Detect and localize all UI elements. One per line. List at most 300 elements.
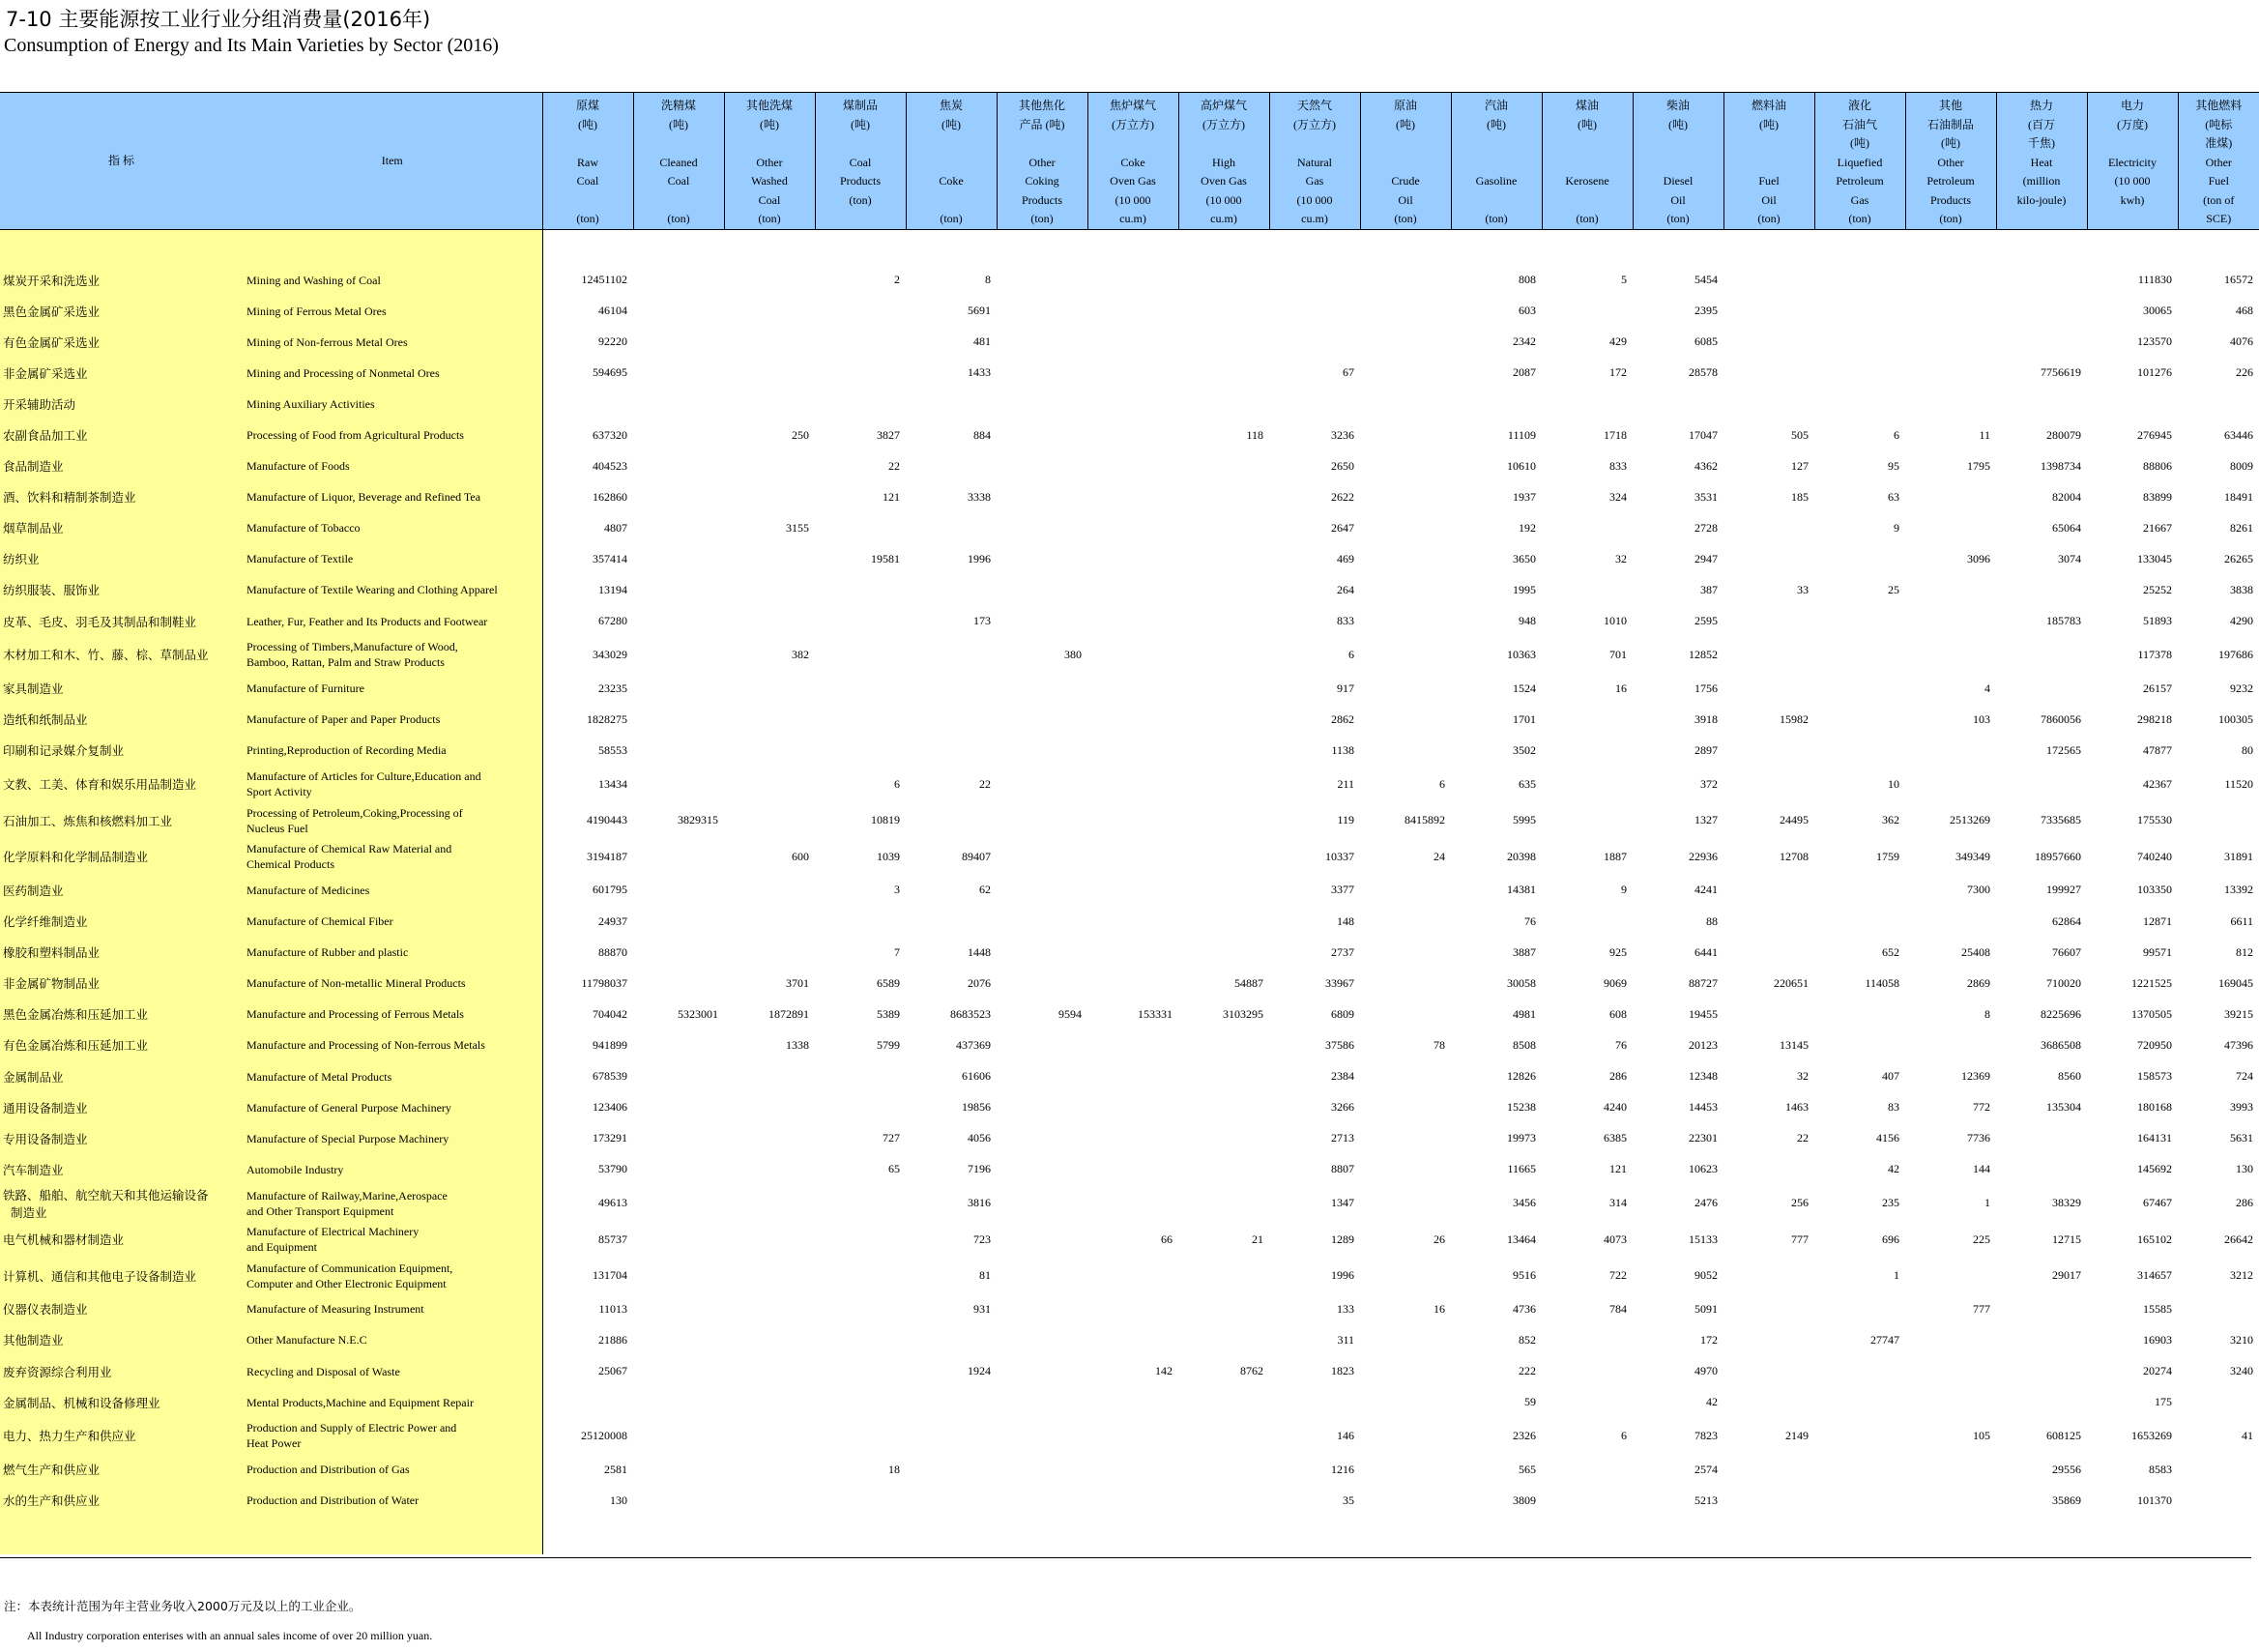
table-cell [1178,1185,1269,1222]
table-cell: 3212 [2230,1268,2253,1283]
table-cell: 25120008 [542,1418,633,1455]
table-cell: 7736 [1967,1131,1990,1145]
table-cell [724,875,815,906]
table-cell [1723,1324,1814,1355]
table-cell: 42367 [2143,776,2172,791]
table-cell: 175 [2155,1395,2172,1409]
row-label-en: Manufacture of General Purpose Machinery [243,1092,542,1123]
table-cell [997,481,1087,512]
table-cell [1996,389,2087,420]
table-row [0,1356,2259,1387]
table-cell: 67280 [542,606,633,637]
table-cell: 12708 [1780,849,1809,863]
table-row [0,838,2259,875]
table-cell: 220651 [1774,975,1809,990]
table-cell: 1398734 [2041,458,2081,473]
table-cell [1360,512,1451,543]
table-cell: 468 [2236,304,2253,318]
table-cell: 2647 [1331,520,1354,535]
table-cell [1451,389,1542,420]
table-row [0,637,2259,674]
table-cell: 404523 [542,450,633,481]
table-cell: 37586 [1325,1037,1354,1052]
table-cell: 2 [894,273,900,287]
row-label-cn: 非金属矿采选业 [0,358,243,389]
table-cell: 80 [2242,742,2253,757]
table-cell: 7335685 [2041,813,2081,827]
table-cell: 16 [1615,681,1627,695]
table-cell [906,389,997,420]
table-cell [1178,1293,1269,1324]
table-cell [1360,673,1451,704]
table-cell [997,802,1087,839]
table-cell: 833 [1337,614,1354,628]
table-cell: 4156 [1876,1131,1899,1145]
table-cell [1905,1258,1996,1294]
table-cell: 144 [1973,1162,1990,1176]
table-cell: 784 [1609,1301,1627,1316]
table-cell [906,1485,997,1516]
table-cell: 18 [888,1462,900,1476]
table-cell: 13392 [2224,883,2253,897]
table-cell [1723,766,1814,802]
table-cell: 10337 [1325,849,1354,863]
row-label-en: Recycling and Disposal of Waste [243,1356,542,1387]
row-label-cn: 开采辅助活动 [0,389,243,420]
table-cell: 25 [1888,582,1899,596]
table-cell [997,389,1087,420]
table-cell [1087,1418,1178,1455]
table-cell [815,1092,906,1123]
table-cell: 565 [1519,1462,1536,1476]
table-cell: 42 [1888,1162,1899,1176]
row-label-en: Processing of Timbers,Manufacture of Wood, Bamboo, Rattan, Palm and Straw Products [243,637,542,674]
table-cell [1905,358,1996,389]
column-header: 柴油 (吨) Diesel Oil (ton) [1633,93,1723,230]
table-cell [1542,1356,1633,1387]
table-cell [1269,1387,1360,1418]
table-cell [815,1221,906,1258]
table-cell [997,1418,1087,1455]
table-cell: 10610 [1507,458,1536,473]
table-cell [1542,1454,1633,1485]
table-cell: 121 [1609,1162,1627,1176]
column-header: 热力 (百万 千焦) Heat (million kilo-joule) [1996,93,2087,230]
table-cell [1542,906,1633,937]
table-row [0,906,2259,937]
table-row [0,1092,2259,1123]
table-cell [1360,1185,1451,1222]
column-header: 汽油 (吨) Gasoline (ton) [1451,93,1542,230]
table-cell [1996,574,2087,605]
table-cell [1360,1060,1451,1091]
table-cell [1087,906,1178,937]
table-cell [1723,1293,1814,1324]
table-cell: 1828275 [542,704,633,735]
table-cell: 14381 [1507,883,1536,897]
table-cell [2178,1293,2259,1324]
table-cell: 727 [883,1131,900,1145]
table-cell [1723,1356,1814,1387]
table-cell: 103350 [2137,883,2172,897]
table-cell [1360,1356,1451,1387]
table-cell: 42 [1706,1395,1718,1409]
table-cell [1360,265,1451,296]
table-cell: 24937 [542,906,633,937]
table-cell [997,1092,1087,1123]
table-cell: 349349 [1955,849,1990,863]
table-bottom-rule [0,1557,2251,1558]
table-cell: 11665 [1507,1162,1536,1176]
table-cell [1905,1454,1996,1485]
table-row [0,704,2259,735]
table-cell: 5389 [877,1006,900,1021]
table-cell [906,1324,997,1355]
table-cell [633,420,724,450]
table-cell [1360,875,1451,906]
table-cell [1723,673,1814,704]
table-cell [1087,1485,1178,1516]
table-cell: 30065 [2143,304,2172,318]
table-cell [997,1356,1087,1387]
table-cell [1178,1485,1269,1516]
table-cell: 226 [2236,365,2253,380]
table-cell: 5691 [968,304,991,318]
table-cell: 7860056 [2041,711,2081,726]
table-cell: 4970 [1694,1364,1718,1378]
table-cell [633,1356,724,1387]
row-label-en: Processing of Food from Agricultural Products [243,420,542,450]
table-cell [1996,265,2087,296]
table-cell: 29556 [2052,1462,2081,1476]
table-cell: 65 [888,1162,900,1176]
table-cell [1087,481,1178,512]
row-label-cn: 文教、工美、体育和娱乐用品制造业 [0,766,243,802]
table-cell [724,1258,815,1294]
table-cell [1905,296,1996,327]
table-cell [724,1356,815,1387]
table-cell: 117378 [2137,647,2172,661]
row-label-en: Manufacture of Foods [243,450,542,481]
table-cell [1087,838,1178,875]
table-row [0,1060,2259,1091]
table-cell: 62864 [2052,913,2081,928]
table-cell: 3155 [786,520,809,535]
table-cell: 2737 [1331,944,1354,959]
table-cell [906,906,997,937]
table-cell: 119 [1337,813,1354,827]
table-cell [1905,512,1996,543]
table-cell [1360,450,1451,481]
table-cell [724,906,815,937]
table-cell: 931 [973,1301,991,1316]
table-cell [1996,1324,2087,1355]
table-cell: 8 [985,273,991,287]
table-row [0,512,2259,543]
table-cell [1814,265,1905,296]
row-label-cn: 仪器仪表制造业 [0,1293,243,1324]
table-cell: 5995 [1513,813,1536,827]
table-row [0,1221,2259,1258]
table-cell [906,574,997,605]
table-cell: 4241 [1694,883,1718,897]
table-cell: 114058 [1865,975,1899,990]
table-cell [1814,1293,1905,1324]
table-cell: 22301 [1689,1131,1718,1145]
table-cell: 4981 [1513,1006,1536,1021]
table-cell [724,1123,815,1154]
table-cell [1360,296,1451,327]
row-label-en: Manufacture of Textile [243,543,542,574]
row-label-cn: 煤炭开采和洗选业 [0,265,243,296]
table-cell [633,637,724,674]
table-cell [1360,735,1451,766]
table-cell [997,358,1087,389]
table-cell: 3829315 [678,813,718,827]
row-label-cn: 石油加工、炼焦和核燃料加工业 [0,802,243,839]
table-cell [997,1123,1087,1154]
table-cell [997,1454,1087,1485]
row-label-en: Manufacture of Tobacco [243,512,542,543]
table-cell: 4290 [2230,614,2253,628]
table-cell [1269,296,1360,327]
table-cell [1087,937,1178,968]
table-cell [1087,574,1178,605]
row-label-en: Manufacture of Communication Equipment, Computer and Other Electronic Equipment [243,1258,542,1294]
table-cell [1996,637,2087,674]
table-cell [1087,606,1178,637]
table-cell [724,265,815,296]
table-cell: 710020 [2046,975,2081,990]
table-cell [633,906,724,937]
column-header: 其他 石油制品 (吨) Other Petroleum Products (ton) [1905,93,1996,230]
table-cell [633,574,724,605]
table-cell: 81 [979,1268,991,1283]
table-cell: 652 [1882,944,1899,959]
table-cell: 26157 [2143,681,2172,695]
table-cell: 10 [1888,776,1899,791]
table-cell: 148 [1337,913,1354,928]
table-cell: 123570 [2137,334,2172,349]
table-cell: 696 [1882,1232,1899,1246]
table-cell: 3266 [1331,1100,1354,1115]
table-cell: 185 [1791,489,1809,504]
table-cell [1814,673,1905,704]
table-cell: 380 [1064,647,1082,661]
table-cell: 2595 [1694,614,1718,628]
table-cell [633,389,724,420]
row-label-cn: 燃气生产和供应业 [0,1454,243,1485]
table-cell: 884 [973,427,991,442]
table-cell: 89407 [962,849,991,863]
table-cell: 29017 [2052,1268,2081,1283]
table-cell: 357414 [542,543,633,574]
table-cell: 3377 [1331,883,1354,897]
table-cell [815,606,906,637]
table-cell [1633,389,1723,420]
table-row [0,1258,2259,1294]
row-label-en: Production and Distribution of Gas [243,1454,542,1485]
table-cell: 8583 [2149,1462,2172,1476]
table-cell: 3 [894,883,900,897]
table-cell [1360,481,1451,512]
table-cell [815,358,906,389]
table-cell: 83899 [2143,489,2172,504]
table-cell: 192 [1519,520,1536,535]
table-cell: 362 [1882,813,1899,827]
table-cell [1360,937,1451,968]
table-cell: 32 [1797,1069,1809,1084]
table-cell: 4 [1984,681,1990,695]
row-label-cn: 金属制品业 [0,1060,243,1091]
table-cell: 9 [1894,520,1899,535]
table-cell [1723,637,1814,674]
table-cell: 22 [1797,1131,1809,1145]
table-cell: 142 [1155,1364,1173,1378]
table-cell [724,606,815,637]
table-cell: 723 [973,1232,991,1246]
table-row [0,327,2259,358]
table-cell [997,906,1087,937]
table-cell: 481 [973,334,991,349]
table-row [0,1454,2259,1485]
table-cell [997,1029,1087,1060]
table-cell: 27747 [1870,1332,1899,1347]
table-cell: 4076 [2230,334,2253,349]
table-cell: 222 [1519,1364,1536,1378]
table-cell: 33 [1797,582,1809,596]
table-cell [906,637,997,674]
table-cell: 437369 [956,1037,991,1052]
table-row [0,802,2259,839]
table-cell: 469 [1337,551,1354,565]
table-header-row [0,93,2259,230]
table-cell: 9594 [1058,1006,1082,1021]
table-cell: 25067 [542,1356,633,1387]
column-header: 电力 (万度) Electricity (10 000 kwh) [2087,93,2178,230]
table-cell: 280079 [2046,427,2081,442]
table-cell [906,704,997,735]
table-cell [1178,1123,1269,1154]
table-cell [633,1258,724,1294]
table-cell [724,937,815,968]
table-cell [815,1324,906,1355]
table-cell [1087,704,1178,735]
table-cell: 25252 [2143,582,2172,596]
row-label-en: Manufacture of Non-metallic Mineral Products [243,968,542,999]
table-cell: 15238 [1507,1100,1536,1115]
table-cell: 197686 [2218,647,2253,661]
table-cell [724,735,815,766]
table-cell: 286 [1609,1069,1627,1084]
table-cell: 61606 [962,1069,991,1084]
table-cell [633,1185,724,1222]
row-label-cn: 纺织业 [0,543,243,574]
table-cell: 19973 [1507,1131,1536,1145]
table-cell [633,1060,724,1091]
table-cell: 286 [2236,1196,2253,1210]
table-cell: 407 [1882,1069,1899,1084]
table-cell: 1370505 [2131,1006,2172,1021]
row-label-en: Manufacture of Rubber and plastic [243,937,542,968]
table-cell [1360,1324,1451,1355]
table-cell [1814,1356,1905,1387]
table-cell [1178,637,1269,674]
table-cell [1814,543,1905,574]
table-cell: 66 [1161,1232,1173,1246]
table-cell: 162860 [542,481,633,512]
table-cell [724,1092,815,1123]
row-label-cn: 黑色金属矿采选业 [0,296,243,327]
row-label-en: Manufacture of Liquor, Beverage and Refined Tea [243,481,542,512]
table-cell: 20123 [1689,1037,1718,1052]
table-cell: 6441 [1694,944,1718,959]
table-cell: 701 [1609,647,1627,661]
table-cell: 2342 [1513,334,1536,349]
table-cell [633,937,724,968]
table-cell: 49613 [542,1185,633,1222]
row-label-cn: 铁路、船舶、航空航天和其他运输设备 制造业 [0,1185,243,1222]
table-cell [1087,543,1178,574]
table-cell [1542,735,1633,766]
row-label-cn: 专用设备制造业 [0,1123,243,1154]
table-cell: 99571 [2143,944,2172,959]
table-cell: 65064 [2052,520,2081,535]
table-cell [1996,296,2087,327]
row-label-cn: 废弃资源综合利用业 [0,1356,243,1387]
table-cell: 127 [1791,458,1809,473]
table-cell [1178,606,1269,637]
table-cell: 4056 [968,1131,991,1145]
table-cell: 173 [973,614,991,628]
column-header: 煤制品 (吨) Coal Products (ton) [815,93,906,230]
table-cell: 13464 [1507,1232,1536,1246]
table-cell [1178,1387,1269,1418]
table-cell: 10363 [1507,647,1536,661]
table-cell [724,1185,815,1222]
table-cell: 1924 [968,1364,991,1378]
table-cell: 722 [1609,1268,1627,1283]
row-label-en: Manufacture and Processing of Non-ferrous Metals [243,1029,542,1060]
row-label-en: Printing,Reproduction of Recording Media [243,735,542,766]
table-cell [1178,838,1269,875]
table-cell [542,1387,633,1418]
table-cell: 8560 [2058,1069,2081,1084]
table-cell [1087,1060,1178,1091]
table-cell [633,327,724,358]
table-cell: 6385 [1604,1131,1627,1145]
table-cell [1178,296,1269,327]
table-cell [906,735,997,766]
table-cell [724,327,815,358]
column-header: 焦炭 (吨) Coke (ton) [906,93,997,230]
table-cell [1178,327,1269,358]
table-cell: 22936 [1689,849,1718,863]
table-cell: 15133 [1689,1232,1718,1246]
table-cell [1905,1324,1996,1355]
table-cell: 324 [1609,489,1627,504]
table-cell: 7300 [1967,883,1990,897]
table-cell: 26642 [2224,1232,2253,1246]
table-cell: 5323001 [678,1006,718,1021]
table-cell: 76 [1524,913,1536,928]
table-cell [1087,265,1178,296]
table-row [0,1029,2259,1060]
table-cell: 5213 [1694,1493,1718,1507]
row-label-en: Mining of Ferrous Metal Ores [243,296,542,327]
table-cell: 1759 [1876,849,1899,863]
table-cell [1087,1154,1178,1185]
